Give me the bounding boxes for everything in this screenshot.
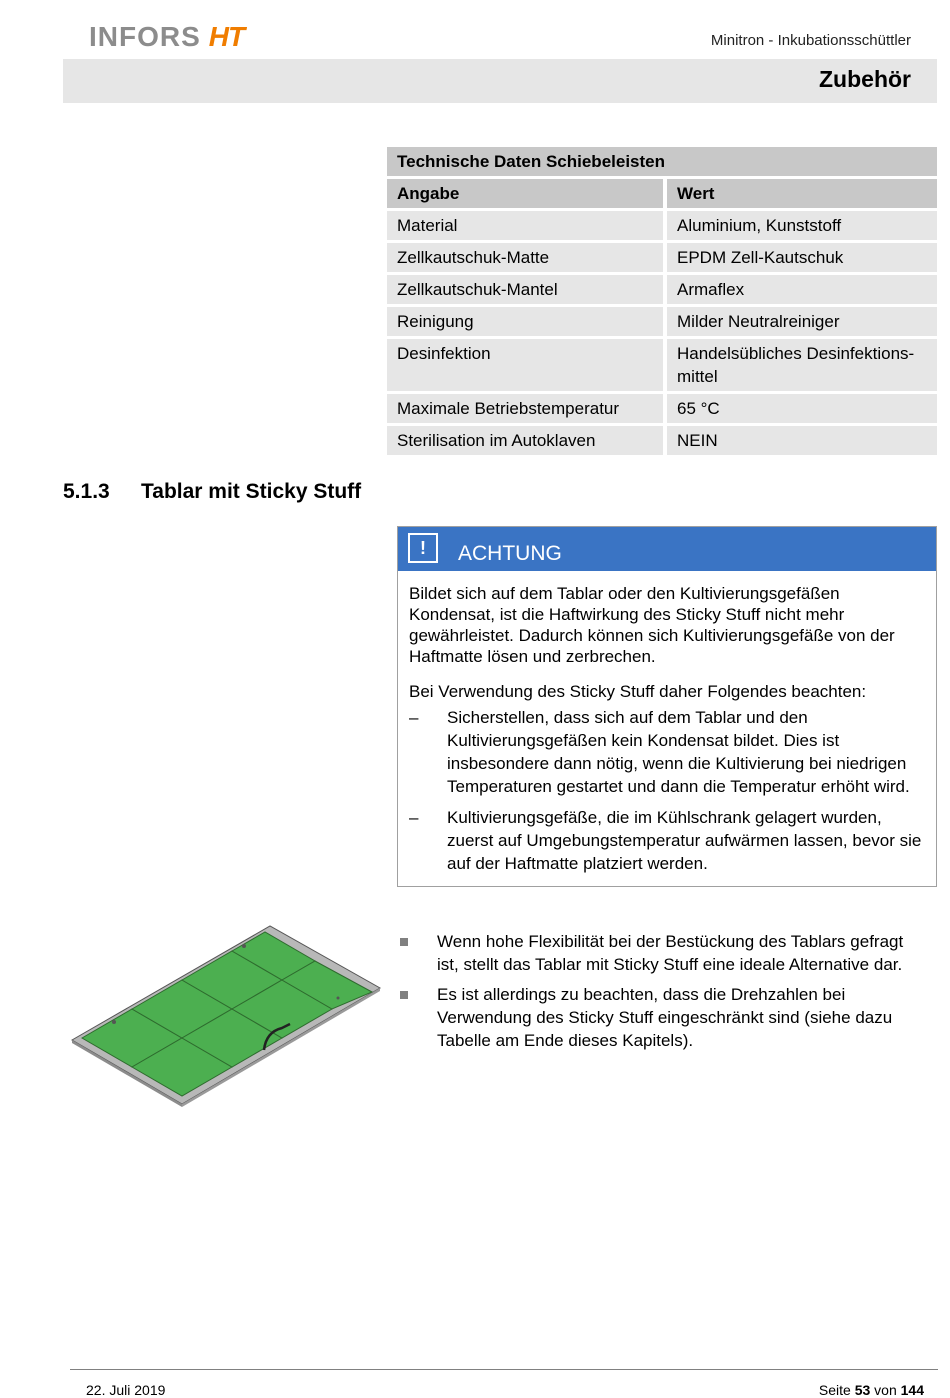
dash-marker: –: [409, 708, 419, 727]
table-cell-label: Material: [387, 211, 663, 240]
list-item-text: Kultivierungsgefäße, die im Kühlschrank gelagert wurden, zuerst auf Umgebungstemperatur aufwärmen lassen, bevor sie auf der Haftmatte platziert werden.: [447, 808, 922, 873]
warning-body: [398, 571, 936, 875]
table-cell-value: Armaflex: [663, 275, 937, 304]
table-row: [387, 275, 937, 304]
page-prefix: Seite: [818, 1382, 851, 1398]
chapter-title: Tablar mit Sticky Stuff: [141, 480, 362, 503]
table-row: [387, 211, 937, 240]
table-cell-label: Sterilisation im Autoklaven: [387, 426, 663, 455]
table-cell-value: Aluminium, Kunststoff: [663, 211, 937, 240]
list-item-text: Wenn hohe Flexibilität bei der Bestückung des Tablars gefragt ist, stellt das Tablar mit Sticky Stuff eine ideale Alternative dar.: [437, 932, 904, 974]
warning-paragraph: Bildet sich auf dem Tablar oder den Kultivierungsgefäßen Kondensat, ist die Haftwirkung des Sticky Stuff nicht mehr gewährleistet. Dadurch können sich Kultivierungsgefäße von der Haftmatte lösen und zerbrechen.: [409, 584, 895, 666]
tray-with-sticky-mats-illustration: [68, 920, 384, 1110]
footer-date: 22. Juli 2019: [86, 1382, 166, 1398]
footer-divider: [70, 1369, 938, 1370]
table-cell-value: Milder Neutralreiniger: [663, 307, 937, 336]
table-row: [387, 426, 937, 455]
list-item: [409, 806, 924, 875]
dash-marker: –: [409, 808, 419, 827]
spec-table-header-row: [387, 179, 937, 208]
warning-label: ACHTUNG: [458, 542, 562, 565]
table-cell-label: Desinfektion: [387, 339, 663, 391]
logo-main-text: INFORS: [89, 21, 201, 52]
feature-bullet-list: [397, 930, 927, 1059]
warning-box: [397, 526, 937, 887]
table-cell-value: EPDM Zell-Kautschuk: [663, 243, 937, 272]
infors-logo: [89, 20, 244, 54]
square-bullet-icon: [400, 991, 408, 999]
table-cell-value: [663, 339, 937, 391]
spec-table-col-label: Angabe: [387, 179, 663, 208]
table-cell-value: NEIN: [663, 426, 937, 455]
section-title-bar: [63, 59, 937, 103]
list-item: [409, 706, 924, 798]
table-cell-label: Zellkautschuk-Mantel: [387, 275, 663, 304]
warning-list: [409, 706, 924, 875]
table-cell-value-text: Handelsübliches Desinfektions-mittel: [677, 344, 915, 386]
document-title: Minitron - Inkubationsschüttler: [710, 32, 911, 49]
table-row: [387, 339, 937, 391]
table-cell-label: Reinigung: [387, 307, 663, 336]
warning-header: [398, 527, 936, 571]
spec-table-title-row: [387, 147, 937, 176]
list-item-text: Es ist allerdings zu beachten, dass die Drehzahlen bei Verwendung des Sticky Stuff eingeschränkt sind (siehe dazu Tabelle am Ende dieses Kapitels).: [437, 985, 893, 1050]
exclamation-icon: !: [408, 533, 438, 563]
table-row: [387, 394, 937, 423]
list-item: [397, 983, 927, 1052]
chapter-heading: [63, 480, 361, 504]
section-title: Zubehör: [819, 66, 911, 92]
table-cell-value: 65 °C: [663, 394, 937, 423]
spec-table-col-value: Wert: [663, 179, 937, 208]
spec-table: [387, 144, 937, 458]
page-total: 144: [900, 1382, 924, 1398]
chapter-number: 5.1.3: [63, 480, 110, 503]
table-row: [387, 243, 937, 272]
square-bullet-icon: [400, 938, 408, 946]
table-row: [387, 307, 937, 336]
table-cell-label: Zellkautschuk-Matte: [387, 243, 663, 272]
warning-intro: Bei Verwendung des Sticky Stuff daher Folgendes beachten:: [409, 682, 867, 701]
page-separator: von: [874, 1382, 897, 1398]
spec-table-title: Technische Daten Schiebeleisten: [387, 147, 937, 176]
list-item-text: Sicherstellen, dass sich auf dem Tablar und den Kultivierungsgefäßen kein Kondensat bildet. Dies ist insbesondere dann nötig, wenn die Kultivierung bei niedrigen Temperaturen gestartet und dann die Temperatur erhöht wird.: [447, 708, 910, 796]
page-current: 53: [854, 1382, 871, 1398]
list-item: [397, 930, 927, 976]
footer-page-number: [819, 1382, 924, 1398]
table-cell-label: Maximale Betriebstemperatur: [387, 394, 663, 423]
logo-accent-text: HT: [208, 21, 245, 52]
